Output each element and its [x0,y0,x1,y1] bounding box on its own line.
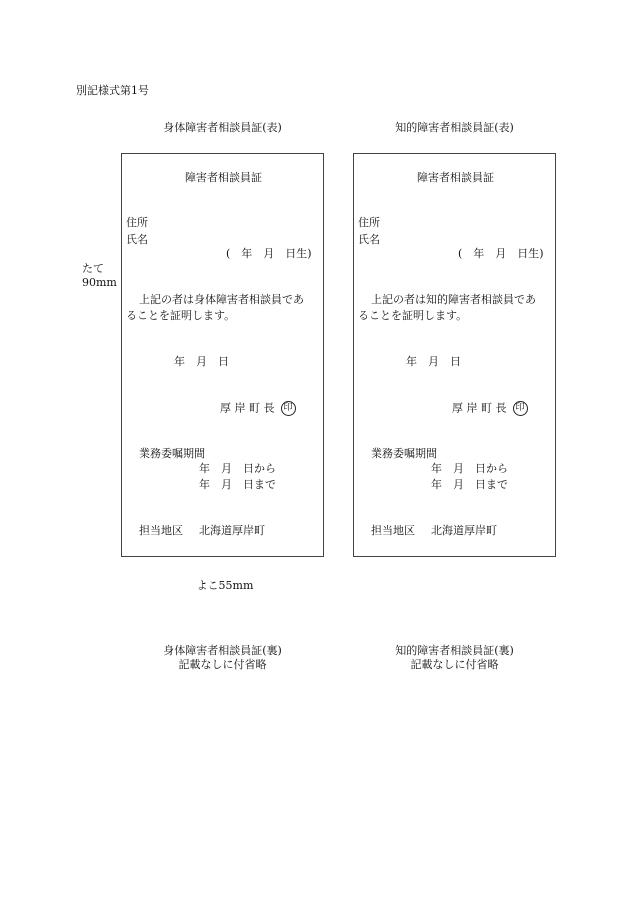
term-to: 年 月 日まで [199,478,276,491]
form-number: 別記様式第1号 [76,84,149,97]
issuer: 厚 岸 町 長 印 [452,401,528,416]
seal-icon: 印 [513,401,528,416]
back-caption-intellectual: 知的障害者相談員証(裏) 記載なしに付省略 [395,644,514,671]
address-label: 住所 [358,216,380,229]
statement-line2: ることを証明します。 [358,309,468,322]
card-intellectual [353,153,556,557]
birth-date: ( 年 月 日生) [226,247,312,260]
area-label: 担当地区 [139,524,183,537]
front-caption-physical: 身体障害者相談員証(表) [163,121,282,134]
statement-line2: ることを証明します。 [126,309,236,322]
term-label: 業務委嘱期間 [139,447,205,460]
card-physical [121,153,324,557]
statement-line1: 上記の者は知的障害者相談員であ [371,293,536,306]
term-from: 年 月 日から [431,462,508,475]
area-value: 北海道厚岸町 [199,524,265,537]
area-label: 担当地区 [371,524,415,537]
issue-date: 年 月 日 [406,355,461,368]
issue-date: 年 月 日 [174,355,229,368]
back-caption-physical: 身体障害者相談員証(裏) 記載なしに付省略 [163,644,282,671]
area-value: 北海道厚岸町 [431,524,497,537]
width-label: よこ55mm [196,579,254,592]
name-label: 氏名 [126,233,148,246]
statement-line1: 上記の者は身体障害者相談員であ [139,293,304,306]
seal-icon: 印 [281,401,296,416]
term-label: 業務委嘱期間 [371,447,437,460]
term-from: 年 月 日から [199,462,276,475]
birth-date: ( 年 月 日生) [458,247,544,260]
height-label: たて 90mm [82,262,117,289]
address-label: 住所 [126,216,148,229]
card-title: 障害者相談員証 [185,171,262,184]
card-title: 障害者相談員証 [417,171,494,184]
issuer: 厚 岸 町 長 印 [220,401,296,416]
front-caption-intellectual: 知的障害者相談員証(表) [395,121,514,134]
name-label: 氏名 [358,233,380,246]
term-to: 年 月 日まで [431,478,508,491]
